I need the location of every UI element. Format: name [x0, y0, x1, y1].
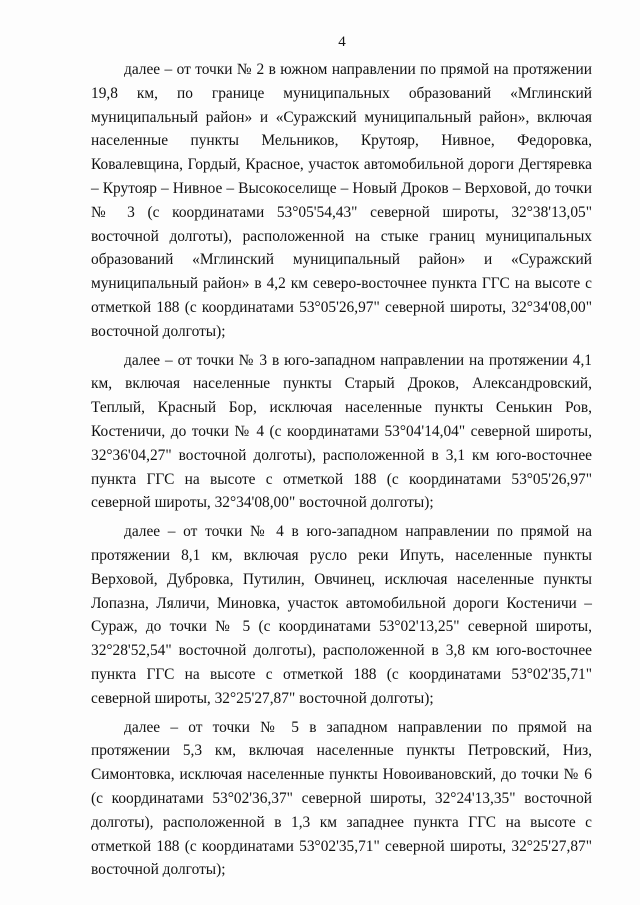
paragraph: далее – от точки № 2 в южном направлении по прямой на протяжении 19,8 км, по границе муниципальных образований «Мглинский муниципальный район» и «Суражский муниципальный район», включая населенные пункты Мельников, Крутояр, Нивное, Федоровка, Ковалевщина, Гордый, Красное, участок автомобильной дороги Дегтяревка – Крутояр – Нивное – Высокоселище – Новый Дроков – Верховой, до точки № 3 (с координатами 53°05'54,43" северной широты, 32°38'13,05" восточной долготы), расположенной на стыке границ муниципальных образований «Мглинский муниципальный район» и «Суражский муниципальный район» в 4,2 км северо-восточнее пункта ГГС на высоте с отметкой 188 (с координатами 53°05'26,97" северной широты, 32°34'08,00" восточной долготы);	[91, 61, 592, 340]
paragraph: далее – от точки № 3 в юго-западном направлении на протяжении 4,1 км, включая населенные пункты Старый Дроков, Александровский, Теплый, Красный Бор, исключая населенные пункты Сенькин Ров, Костеничи, до точки № 4 (с координатами 53°04'14,04" северной широты, 32°36'04,27" восточной долготы), расположенной в 3,1 км юго-восточнее пункта ГГС на высоте с отметкой 188 (с координатами 53°05'26,97" северной широты, 32°34'08,00" восточной долготы);	[91, 351, 592, 512]
page-number: 4	[338, 34, 346, 50]
document-body	[91, 58, 592, 887]
paragraph: далее – от точки № 4 в юго-западном направлении по прямой на протяжении 8,1 км, включая русло реки Ипуть, населенные пункты Верховой, Дубровка, Путилин, Овчинец, исключая населенные пункты Лопазна, Ляличи, Миновка, участок автомобильной дороги Костеничи – Сураж, до точки № 5 (с координатами 53°02'13,25" северной широты, 32°28'52,54" восточной долготы), расположенной в 3,8 км юго-восточнее пункта ГГС на высоте с отметкой 188 (с координатами 53°02'35,71" северной широты, 32°25'27,87" восточной долготы);	[91, 523, 592, 707]
paragraph: далее – от точки № 5 в западном направлении по прямой на протяжении 5,3 км, включая населенные пункты Петровский, Низ, Симонтовка, исключая населенные пункты Новоивановский, до точки № 6 (с координатами 53°02'36,37" северной широты, 32°24'13,35" восточной долготы), расположенной в 1,3 км западнее пункта ГГС на высоте с отметкой 188 (с координатами 53°02'35,71" северной широты, 32°25'27,87" восточной долготы);	[91, 718, 592, 879]
